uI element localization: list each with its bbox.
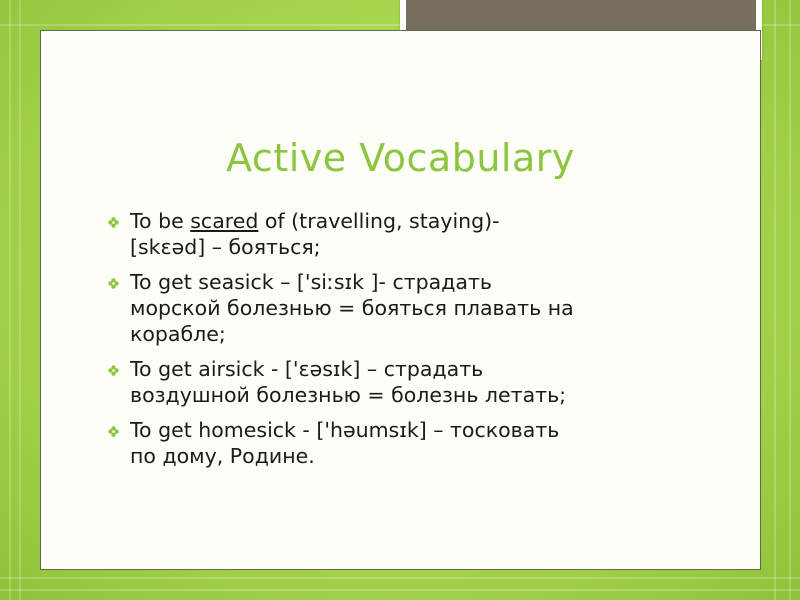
flower-bullet-icon (108, 365, 119, 376)
list-item (106, 208, 706, 260)
flower-bullet-icon (108, 426, 119, 437)
item-text: [skɛəd] – бояться; (130, 235, 321, 259)
item-text: To get airsick - ['ɛəsɪk] – страдать (130, 357, 484, 381)
item-text-underlined: scared (190, 209, 259, 233)
slide-title: Active Vocabulary (226, 136, 575, 180)
flower-bullet-icon (108, 217, 119, 228)
item-text: To be (130, 209, 191, 233)
vocabulary-list (106, 208, 706, 478)
item-text: по дому, Родине. (130, 444, 315, 468)
list-item (106, 356, 706, 408)
item-text: To get seasick – ['siːsɪk ]- страдать (130, 270, 492, 294)
list-item (106, 269, 706, 347)
item-text: корабле; (130, 322, 226, 346)
item-text: of (travelling, staying)- (258, 209, 500, 233)
item-text: морской болезнью = бояться плавать на (130, 296, 574, 320)
item-text: To get homesick - ['həumsɪk] – тосковать (130, 418, 560, 442)
list-item (106, 417, 706, 469)
flower-bullet-icon (108, 278, 119, 289)
item-text: воздушной болезнью = болезнь летать; (130, 383, 567, 407)
